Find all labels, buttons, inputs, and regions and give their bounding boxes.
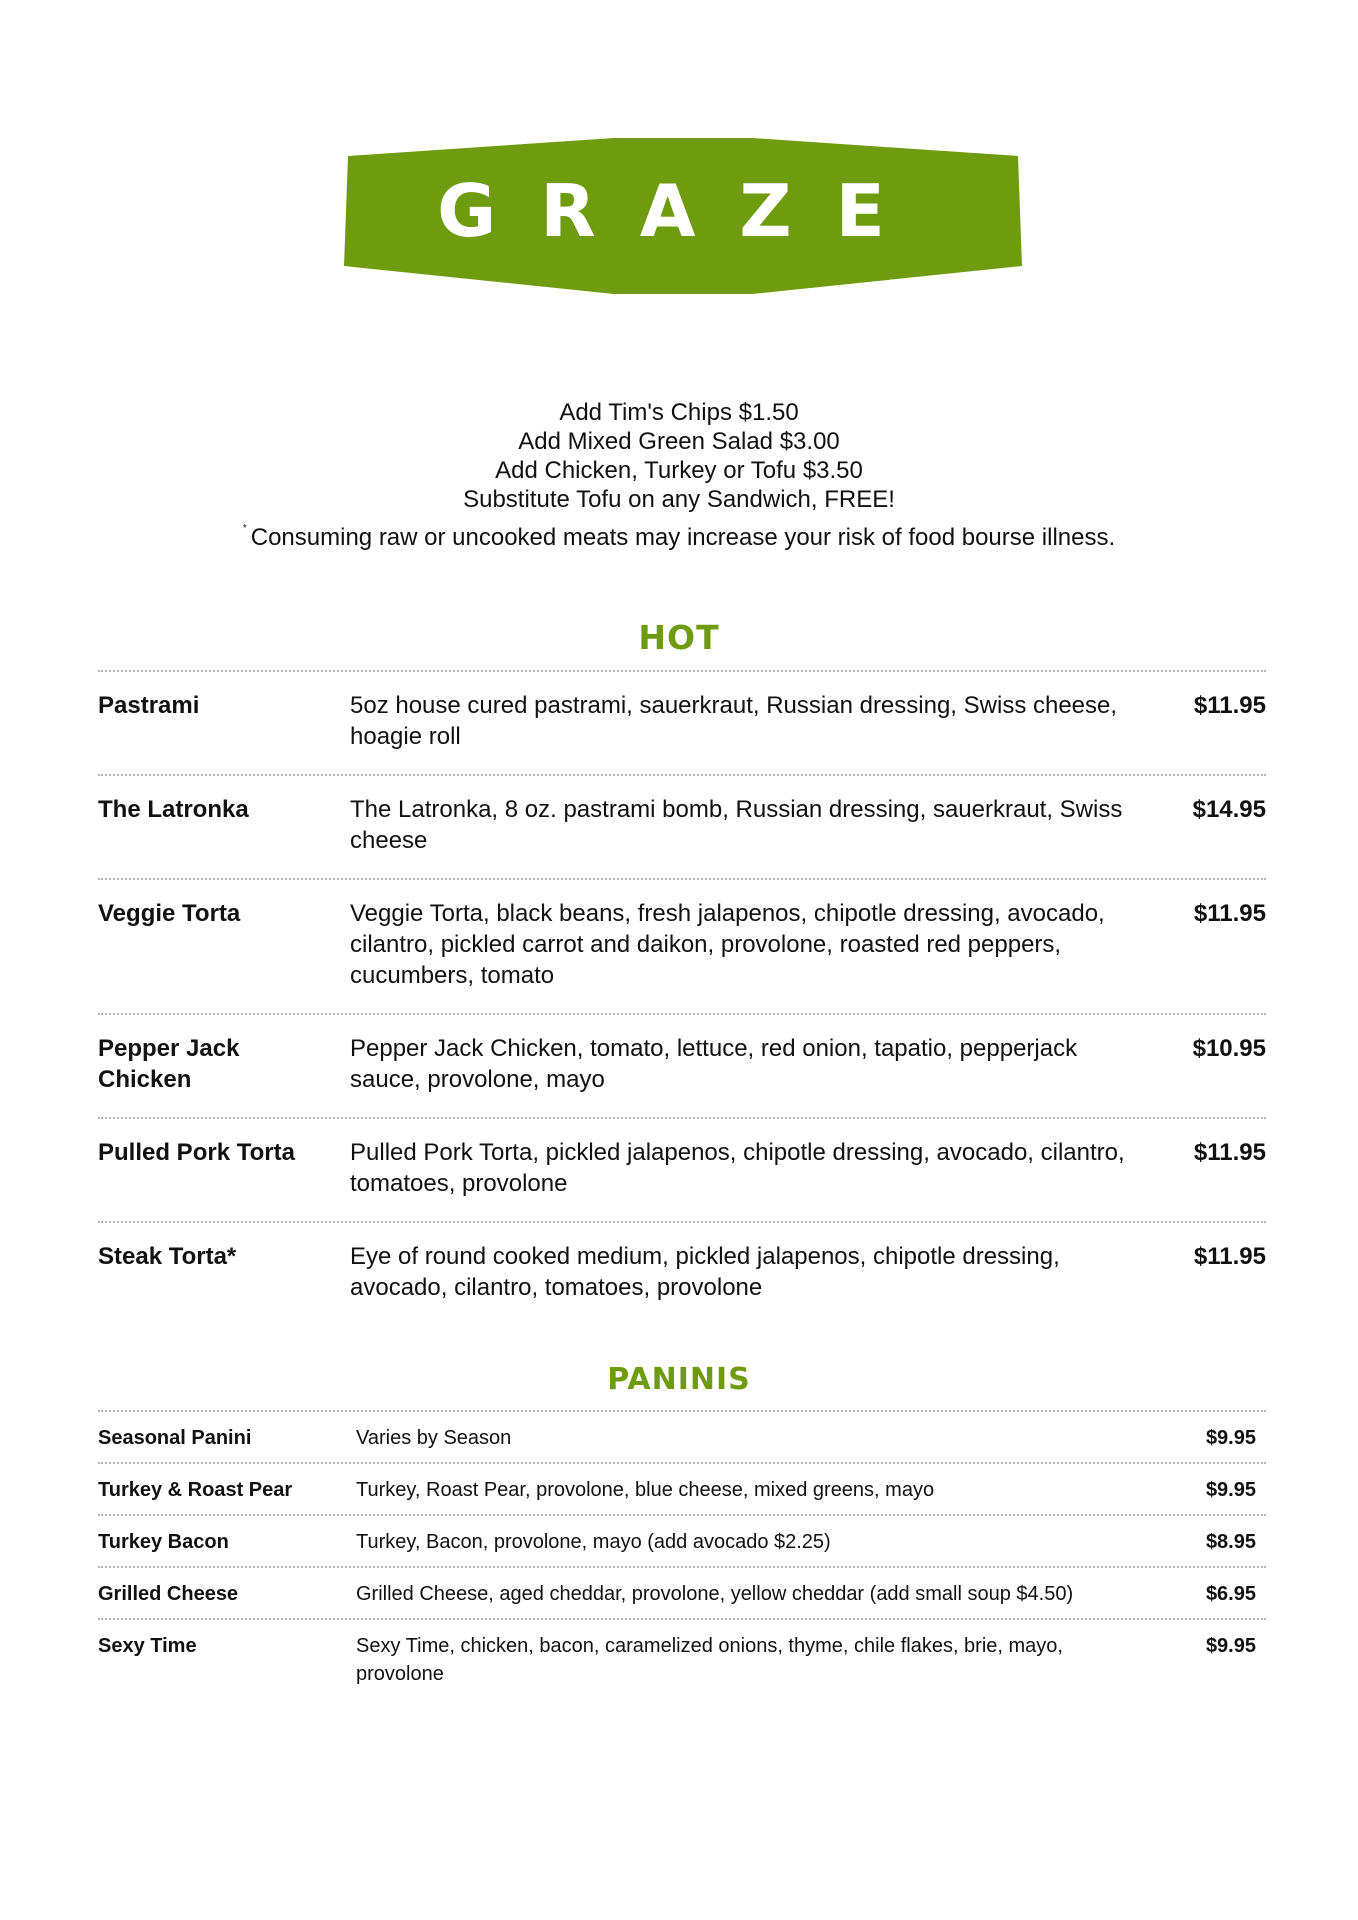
- menu-item: [98, 1117, 1266, 1221]
- item-price: $10.95: [1192, 1035, 1266, 1062]
- item-price: $11.95: [1193, 692, 1266, 719]
- logo-text: GRAZE: [437, 169, 929, 253]
- item-description: Pulled Pork Torta, pickled jalapenos, chipotle dressing, avocado, cilantro, tomatoes, provolone: [350, 1139, 1125, 1197]
- menu-item: [98, 670, 1266, 774]
- item-name: Grilled Cheese: [98, 1583, 239, 1605]
- item-name: Turkey Bacon: [98, 1531, 229, 1553]
- item-description: Eye of round cooked medium, pickled jalapenos, chipotle dressing, avocado, cilantro, tomatoes, provolone: [350, 1243, 1060, 1301]
- item-name: The Latronka: [98, 796, 249, 823]
- note-line: Substitute Tofu on any Sandwich, FREE!: [463, 486, 895, 513]
- item-description: Turkey, Roast Pear, provolone, blue cheese, mixed greens, mayo: [356, 1479, 935, 1501]
- item-price: $11.95: [1193, 900, 1266, 927]
- item-price: $11.95: [1193, 1243, 1266, 1270]
- item-price: $11.95: [1193, 1139, 1266, 1166]
- menu-item: [98, 1410, 1266, 1462]
- menu-item: [98, 1514, 1266, 1566]
- item-name: Turkey & Roast Pear: [98, 1479, 293, 1501]
- item-price: $14.95: [1192, 796, 1266, 823]
- item-price: $6.95: [1205, 1583, 1256, 1605]
- hot-menu-list: [98, 670, 1266, 1325]
- item-description: Veggie Torta, black beans, fresh jalapenos, chipotle dressing, avocado, cilantro, pickled carrot and daikon, provolone, roasted red peppers, cucumbers, tomato: [350, 900, 1105, 989]
- item-description: Grilled Cheese, aged cheddar, provolone, yellow cheddar (add small soup $4.50): [356, 1583, 1074, 1605]
- paninis-menu-list: [98, 1410, 1266, 1698]
- menu-item: [98, 1618, 1266, 1698]
- note-line: Add Mixed Green Salad $3.00: [518, 428, 840, 455]
- item-name: Steak Torta*: [98, 1243, 237, 1270]
- item-name: Pepper Jack Chicken: [98, 1035, 240, 1093]
- note-line: Add Tim's Chips $1.50: [559, 399, 799, 426]
- item-price: $8.95: [1205, 1531, 1256, 1553]
- item-name: Pastrami: [98, 692, 200, 719]
- add-on-notes: [0, 398, 1358, 552]
- menu-item: [98, 1221, 1266, 1325]
- item-description: Varies by Season: [356, 1427, 512, 1449]
- menu-item: [98, 1013, 1266, 1117]
- item-price: $9.95: [1205, 1479, 1256, 1501]
- item-name: Sexy Time: [98, 1635, 197, 1657]
- disclaimer: [0, 514, 1358, 552]
- item-name: Pulled Pork Torta: [98, 1139, 295, 1166]
- item-price: $9.95: [1205, 1427, 1256, 1449]
- item-description: Turkey, Bacon, provolone, mayo (add avocado $2.25): [356, 1531, 831, 1553]
- disclaimer-text: Consuming raw or uncooked meats may increase your risk of food bourse illness.: [250, 524, 1116, 551]
- item-description: 5oz house cured pastrami, sauerkraut, Russian dressing, Swiss cheese, hoagie roll: [350, 692, 1118, 750]
- menu-item: [98, 1462, 1266, 1514]
- item-description: Sexy Time, chicken, bacon, caramelized onions, thyme, chile flakes, brie, mayo, provolone: [356, 1635, 1063, 1685]
- section-title-hot: HOT: [638, 618, 720, 657]
- logo-badge: [344, 138, 1022, 294]
- item-description: Pepper Jack Chicken, tomato, lettuce, red onion, tapatio, pepperjack sauce, provolone, mayo: [350, 1035, 1078, 1093]
- menu-item: [98, 774, 1266, 878]
- graze-logo: [344, 138, 1022, 294]
- note-line: Add Chicken, Turkey or Tofu $3.50: [495, 457, 863, 484]
- menu-item: [98, 878, 1266, 1013]
- disclaimer-mark: *: [242, 523, 247, 534]
- item-price: $9.95: [1205, 1635, 1256, 1657]
- item-description: The Latronka, 8 oz. pastrami bomb, Russian dressing, sauerkraut, Swiss cheese: [350, 796, 1123, 854]
- item-name: Seasonal Panini: [98, 1427, 252, 1449]
- menu-item: [98, 1566, 1266, 1618]
- item-name: Veggie Torta: [98, 900, 241, 927]
- section-title-paninis: PANINIS: [607, 1362, 751, 1397]
